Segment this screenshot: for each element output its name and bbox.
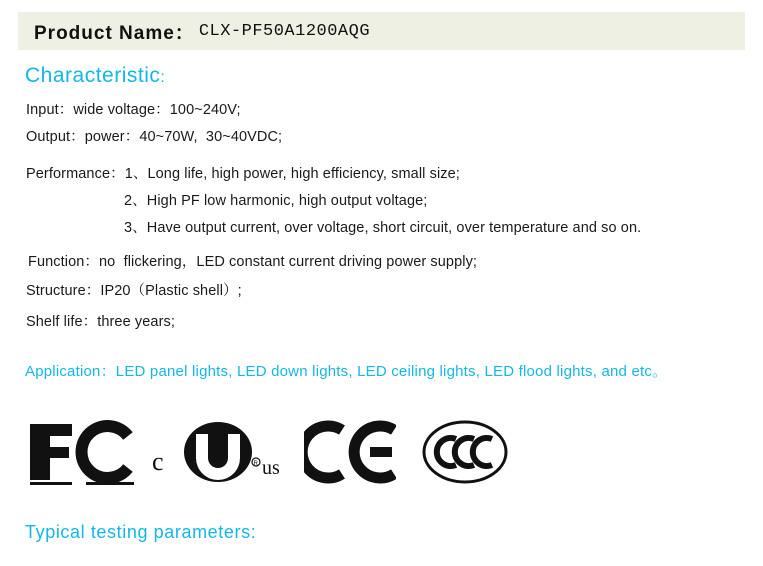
ccc-icon [420, 418, 510, 486]
spec-input: Input：wide voltage：100~240V; [26, 102, 241, 118]
application-line: Application：LED panel lights, LED down lights, LED ceiling lights, LED flood lights, and etc。 [25, 363, 668, 380]
product-name-label: Product Name： [34, 22, 195, 44]
characteristic-heading-colon: : [160, 69, 166, 86]
characteristic-heading [25, 64, 165, 88]
product-name-bar [18, 12, 745, 50]
spec-shelf-life: Shelf life：three years; [26, 314, 175, 330]
spec-structure: Structure：IP20（Plastic shell）; [26, 283, 242, 299]
svg-text:us: us [262, 457, 280, 479]
spec-function: Function：no flickering，LED constant current driving power supply; [28, 254, 478, 270]
fcc-icon [28, 418, 136, 486]
spec-output: Output：power：40~70W, 30~40VDC; [26, 129, 283, 145]
svg-text:R: R [253, 461, 258, 467]
spec-performance-2: 2、High PF low harmonic, high output voltage; [124, 193, 428, 209]
characteristic-heading-text: Characteristic [25, 64, 161, 87]
product-name-value: CLX-PF50A1200AQG [198, 21, 371, 41]
spec-performance-1: Performance：1、Long life, high power, high efficiency, small size; [26, 166, 460, 182]
typical-testing-heading: Typical testing parameters: [25, 522, 257, 542]
certification-logos [28, 418, 498, 486]
svg-text:c: c [152, 447, 164, 476]
ce-icon [304, 418, 396, 486]
ul-icon [152, 418, 284, 486]
spec-performance-3: 3、Have output current, over voltage, short circuit, over temperature and so on. [124, 220, 642, 236]
